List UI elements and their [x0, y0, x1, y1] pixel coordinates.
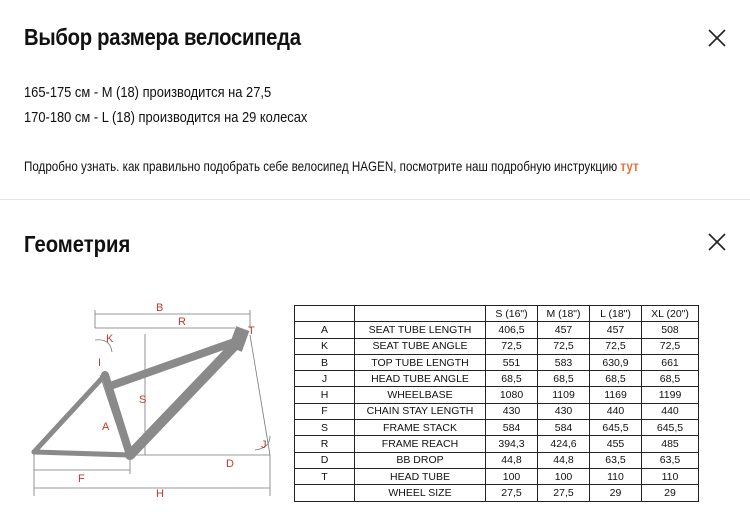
table-cell: 406,5	[486, 322, 538, 338]
diagram-label-s: S	[139, 394, 147, 406]
size-guide-link[interactable]: тут	[620, 158, 639, 174]
table-cell: 485	[642, 436, 699, 452]
table-cell: K	[295, 338, 355, 354]
table-cell: 72,5	[642, 338, 699, 354]
table-row	[295, 403, 699, 419]
table-row	[295, 354, 699, 370]
table-cell: FRAME REACH	[355, 436, 486, 452]
table-cell: HEAD TUBE	[355, 468, 486, 484]
table-cell: D	[295, 452, 355, 468]
table-cell: SEAT TUBE LENGTH	[355, 322, 486, 338]
diagram-label-d: D	[226, 458, 234, 470]
table-cell: 68,5	[538, 371, 590, 387]
header-cell: XL (20")	[642, 306, 699, 322]
size-line-m: 165-175 см - M (18) производится на 27,5	[24, 84, 272, 101]
geometry-title: Геометрия	[24, 231, 131, 257]
table-cell: 72,5	[538, 338, 590, 354]
table-cell: 29	[590, 485, 642, 501]
table-cell: 68,5	[642, 371, 699, 387]
table-cell: 584	[538, 420, 590, 436]
header-cell	[295, 306, 355, 322]
table-cell: 100	[538, 468, 590, 484]
table-cell: 551	[486, 354, 538, 370]
table-cell: J	[295, 371, 355, 387]
table-cell: 72,5	[486, 338, 538, 354]
table-cell: 110	[590, 468, 642, 484]
table-cell: 68,5	[590, 371, 642, 387]
table-cell: 100	[486, 468, 538, 484]
table-cell: 430	[486, 403, 538, 419]
table-cell: 457	[538, 322, 590, 338]
size-guide-label: Подробно узнать. как правильно подобрать себе велосипед HAGEN, посмотрите наш подробную инструкцию	[24, 158, 621, 174]
table-row	[295, 387, 699, 403]
table-cell: 68,5	[486, 371, 538, 387]
diagram-label-t: T	[248, 325, 255, 337]
diagram-label-i: I	[98, 357, 102, 369]
bike-geometry-diagram	[30, 300, 290, 500]
table-row	[295, 338, 699, 354]
table-cell: S	[295, 420, 355, 436]
table-cell: 27,5	[538, 485, 590, 501]
table-cell: 44,8	[486, 452, 538, 468]
diagram-label-h: H	[156, 488, 164, 500]
table-cell: A	[295, 322, 355, 338]
table-cell: CHAIN STAY LENGTH	[355, 403, 486, 419]
table-row	[295, 322, 699, 338]
table-cell: SEAT TUBE ANGLE	[355, 338, 486, 354]
table-cell: 63,5	[590, 452, 642, 468]
geometry-table	[294, 305, 699, 502]
close-icon	[707, 232, 727, 252]
table-cell: 440	[642, 403, 699, 419]
header-cell: M (18")	[538, 306, 590, 322]
close-icon	[707, 28, 727, 48]
diagram-label-j: J	[261, 439, 267, 451]
size-title: Выбор размера велосипеда	[24, 24, 301, 50]
table-cell: 630,9	[590, 354, 642, 370]
table-cell: 27,5	[486, 485, 538, 501]
table-cell: 661	[642, 354, 699, 370]
table-cell: F	[295, 403, 355, 419]
table-cell: 1199	[642, 387, 699, 403]
table-cell: 583	[538, 354, 590, 370]
size-guide-text	[24, 158, 639, 174]
table-row	[295, 485, 699, 501]
table-cell: 394,3	[486, 436, 538, 452]
table-cell: WHEEL SIZE	[355, 485, 486, 501]
table-cell: 1169	[590, 387, 642, 403]
table-cell: 645,5	[642, 420, 699, 436]
geometry-close-button[interactable]	[707, 232, 727, 252]
table-cell: 63,5	[642, 452, 699, 468]
close-button[interactable]	[707, 28, 727, 48]
table-cell: 44,8	[538, 452, 590, 468]
table-cell: 455	[590, 436, 642, 452]
header-cell	[355, 306, 486, 322]
table-cell: 645,5	[590, 420, 642, 436]
table-cell: BB DROP	[355, 452, 486, 468]
table-row	[295, 420, 699, 436]
header-cell: S (16")	[486, 306, 538, 322]
size-line-l: 170-180 см - L (18) производится на 29 колесах	[24, 109, 308, 126]
diagram-label-k: K	[106, 333, 114, 345]
diagram-label-a: A	[102, 421, 110, 433]
diagram-label-r: R	[178, 316, 186, 328]
table-cell: 72,5	[590, 338, 642, 354]
table-row	[295, 371, 699, 387]
header-cell: L (18")	[590, 306, 642, 322]
table-header-row	[295, 306, 699, 322]
table-cell: TOP TUBE LENGTH	[355, 354, 486, 370]
table-row	[295, 468, 699, 484]
table-cell: 1080	[486, 387, 538, 403]
table-cell: 584	[486, 420, 538, 436]
table-cell: 110	[642, 468, 699, 484]
table-cell: 1109	[538, 387, 590, 403]
table-cell	[295, 485, 355, 501]
table-cell: 508	[642, 322, 699, 338]
table-cell: R	[295, 436, 355, 452]
table-cell: 440	[590, 403, 642, 419]
table-cell: B	[295, 354, 355, 370]
table-cell: T	[295, 468, 355, 484]
table-cell: WHEELBASE	[355, 387, 486, 403]
table-row	[295, 436, 699, 452]
table-cell: HEAD TUBE ANGLE	[355, 371, 486, 387]
section-divider	[0, 199, 750, 200]
diagram-label-b: B	[156, 302, 164, 314]
table-row	[295, 452, 699, 468]
size-section	[0, 0, 750, 199]
table-cell: 29	[642, 485, 699, 501]
table-cell: 457	[590, 322, 642, 338]
table-cell: 430	[538, 403, 590, 419]
table-cell: H	[295, 387, 355, 403]
diagram-label-f: F	[78, 473, 85, 485]
table-cell: 424,6	[538, 436, 590, 452]
table-cell: FRAME STACK	[355, 420, 486, 436]
